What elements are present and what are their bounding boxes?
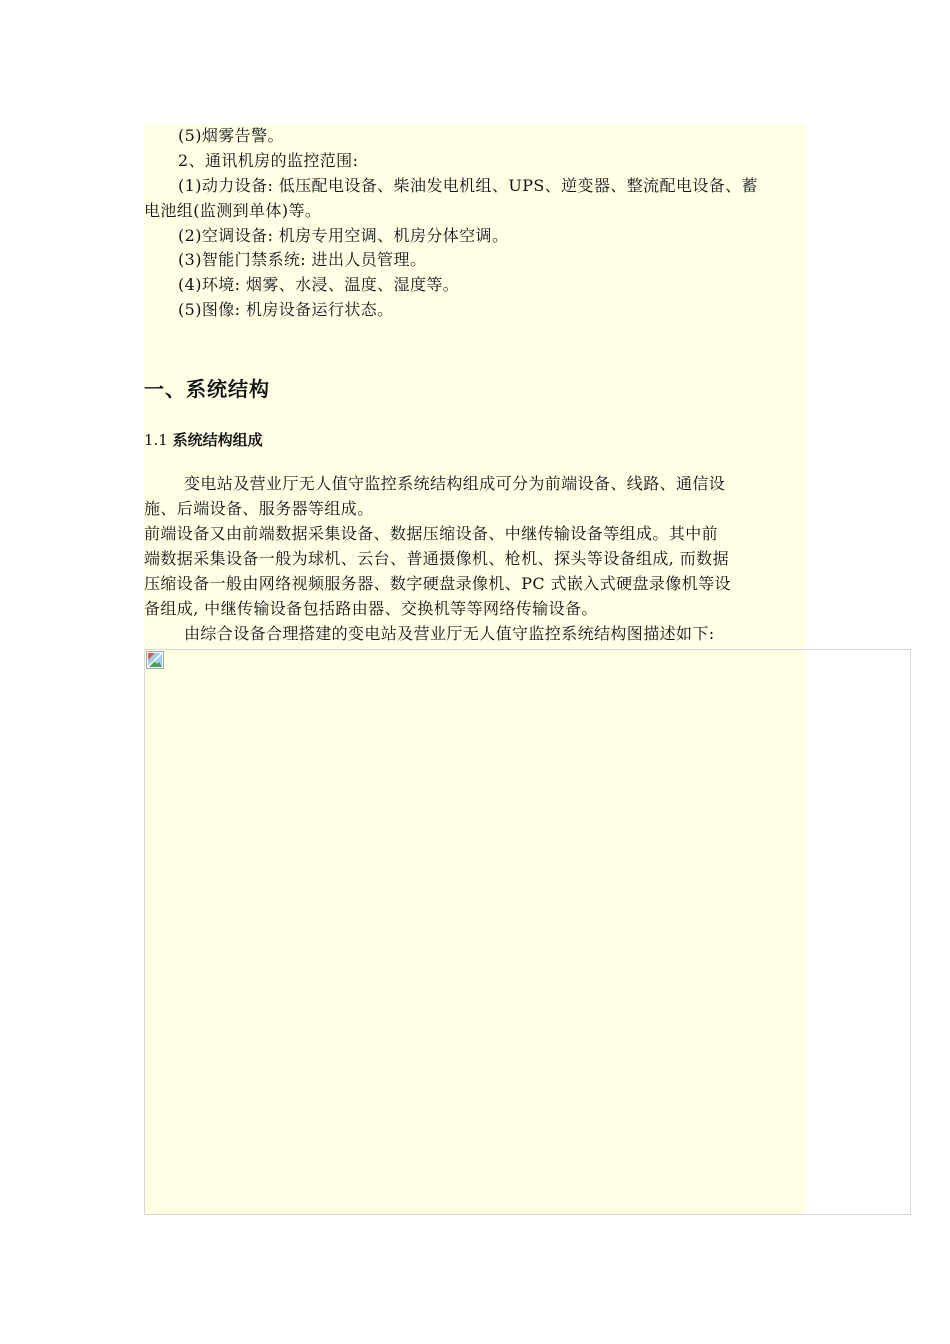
body-line: 施、后端设备、服务器等组成。 — [144, 499, 374, 518]
body-line: 压缩设备一般由网络视频服务器、数字硬盘录像机、PC 式嵌入式硬盘录像机等设 — [144, 574, 731, 593]
intro-line: (3)智能门禁系统: 进出人员管理。 — [178, 250, 427, 269]
section-heading: 一、系统结构 — [144, 377, 270, 401]
intro-line: (2)空调设备: 机房专用空调、机房分体空调。 — [178, 226, 509, 245]
broken-image-icon — [146, 651, 164, 669]
intro-line: (1)动力设备: 低压配电设备、柴油发电机组、UPS、逆变器、整流配电设备、蓄 — [178, 176, 758, 195]
intro-line: (4)环境: 烟雾、水浸、温度、湿度等。 — [178, 275, 460, 294]
structure-diagram-placeholder — [144, 649, 911, 1215]
intro-line: (5)图像: 机房设备运行状态。 — [178, 300, 394, 319]
subsection-heading — [144, 429, 263, 451]
subsection-title: 系统结构组成 — [172, 431, 263, 449]
body-line: 备组成, 中继传输设备包括路由器、交换机等等网络传输设备。 — [144, 599, 598, 618]
subsection-number: 1.1 — [144, 431, 168, 449]
body-line: 变电站及营业厅无人值守监控系统结构组成可分为前端设备、线路、通信设 — [184, 474, 726, 493]
intro-line: 电池组(监测到单体)等。 — [144, 201, 322, 220]
body-line: 由综合设备合理搭建的变电站及营业厅无人值守监控系统结构图描述如下: — [184, 624, 715, 643]
intro-line: (5)烟雾告警。 — [178, 126, 284, 145]
body-line: 前端设备又由前端数据采集设备、数据压缩设备、中继传输设备等组成。其中前 — [144, 524, 719, 543]
body-line: 端数据采集设备一般为球机、云台、普通摄像机、枪机、探头等设备组成, 而数据 — [144, 549, 729, 568]
intro-line: 2、通讯机房的监控范围: — [178, 151, 359, 170]
